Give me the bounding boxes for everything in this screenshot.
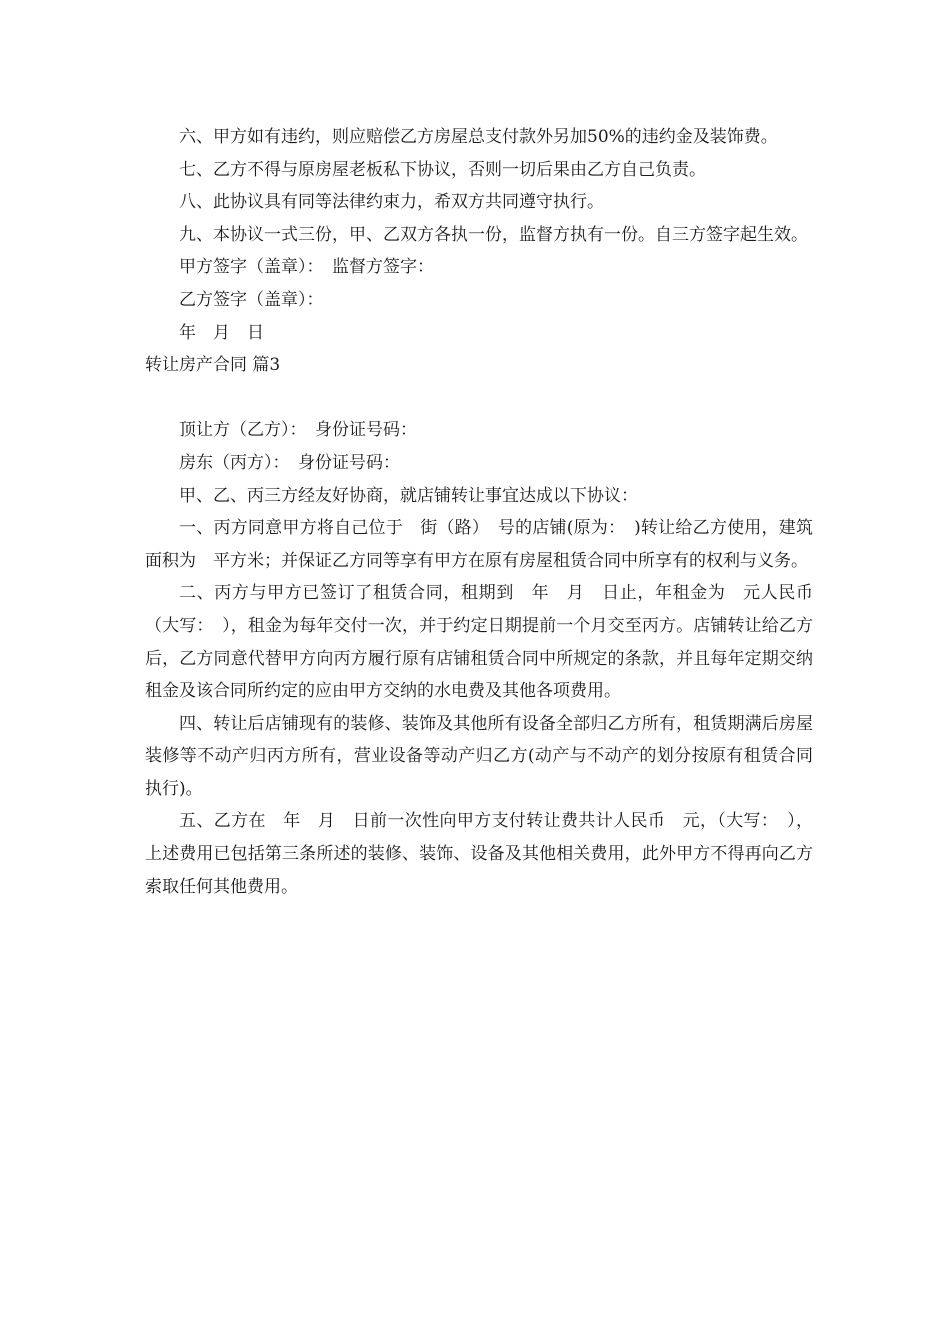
clause-8: 八、此协议具有同等法律约束力，希双方共同遵守执行。 xyxy=(179,192,604,213)
document-body xyxy=(145,121,813,903)
clause-7: 七、乙方不得与原房屋老板私下协议，否则一切后果由乙方自己负责。 xyxy=(179,159,706,180)
clause-4: 四、转让后店铺现有的装修、装饰及其他所有设备全部归乙方所有，租赁期满后房屋装修等不动产归丙方所有，营业设备等动产归乙方(动产与不动产的划分按原有租赁合同执行)。 xyxy=(145,713,813,799)
clause-5: 五、乙方在 年 月 日前一次性向甲方支付转让费共计人民币 元，（大写： ），上述费用已包括第三条所述的装修、装饰、设备及其他相关费用，此外甲方不得再向乙方索取任何其他费用。 xyxy=(145,811,813,897)
signature-party-a-supervisor: 甲方签字（盖章）： 监督方签字： xyxy=(179,257,434,278)
clause-6: 六、甲方如有违约，则应赔偿乙方房屋总支付款外另加50%的违约金及装饰费。 xyxy=(179,127,778,147)
transferee-line: 顶让方（乙方）： 身份证号码： xyxy=(179,420,417,441)
blank-line xyxy=(145,382,813,415)
landlord-line: 房东（丙方）： 身份证号码： xyxy=(179,452,400,473)
signature-party-b: 乙方签字（盖章）： xyxy=(179,289,324,310)
clause-1: 一、丙方同意甲方将自己位于 街（路） 号的店铺(原为： )转让给乙方使用，建筑面积为 平方米；并保证乙方同等享有甲方在原有房屋租赁合同中所享有的权利与义务。 xyxy=(145,518,813,571)
section-heading: 转让房产合同 篇3 xyxy=(145,355,281,376)
agreement-intro: 甲、乙、丙三方经友好协商，就店铺转让事宜达成以下协议： xyxy=(179,485,638,506)
signature-date: 年 月 日 xyxy=(179,322,264,343)
clause-9: 九、本协议一式三份，甲、乙双方各执一份，监督方执有一份。自三方签字起生效。 xyxy=(179,224,808,245)
clause-2: 二、丙方与甲方已签订了租赁合同，租期到 年 月 日止，年租金为 元人民币（大写： ），租金为每年交付一次，并于约定日期提前一个月交至丙方。店铺转让给乙方后，乙方同意代替甲方向丙方履行原有店铺租赁合同中所规定的条款，并且每年定期交纳租金及该合同所约定的应由甲方交纳的水电费及其他各项费用。 xyxy=(145,583,813,702)
